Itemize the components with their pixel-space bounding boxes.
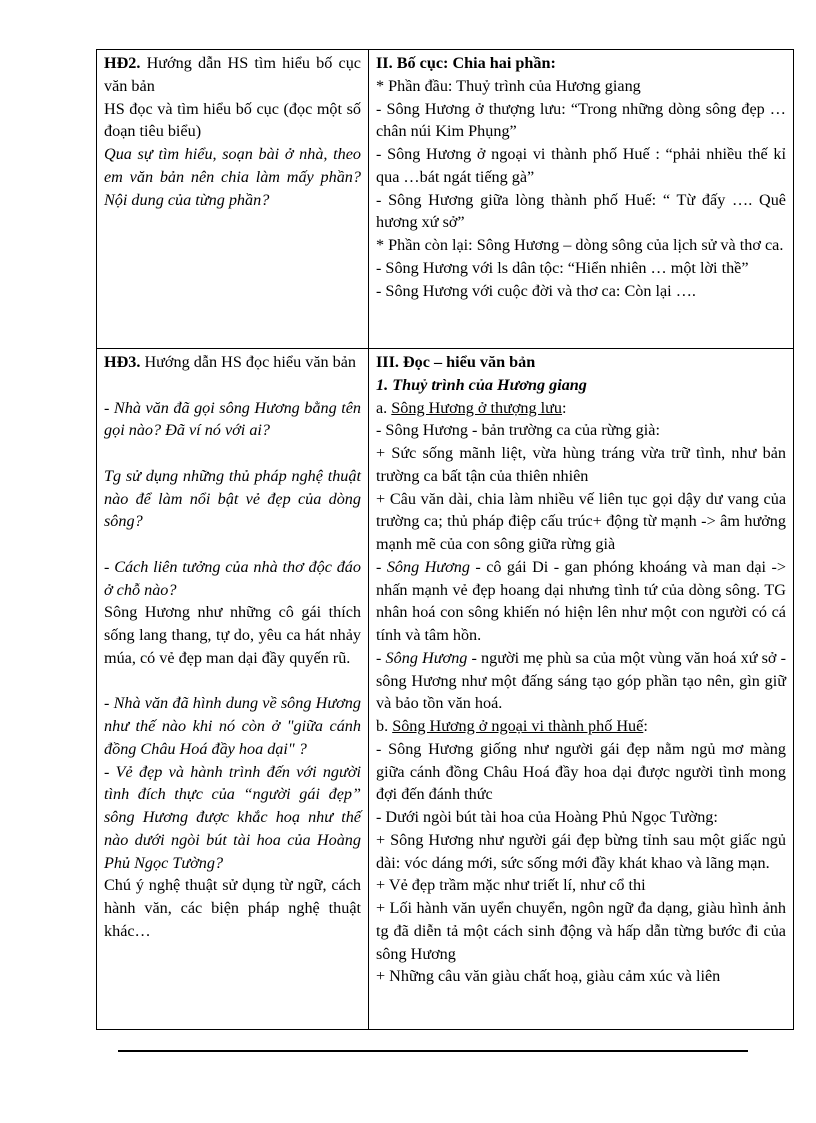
spacer (104, 374, 361, 397)
activity-title: HĐ3. Hướng dẫn HS đọc hiểu văn bản (104, 353, 357, 371)
content-line: + Vẻ đẹp trầm mặc như triết lí, như cổ thi (376, 876, 646, 895)
content-line: - Sông Hương giống như người gái đẹp nằm ngủ mơ màng giữa cánh đồng Châu Hoá đầy hoa dại được người tình mong đợi đến đánh thức (376, 739, 786, 804)
content-line: - Sông Hương ở ngoại vi thành phố Huế : “phải nhiều thế kỉ qua …bát ngát tiếng gà” (376, 145, 786, 186)
spacer (104, 533, 361, 556)
content-line: - Sông Hương với cuộc đời và thơ ca: Còn lại …. (376, 281, 696, 300)
content-line: * Phần còn lại: Sông Hương – dòng sông của lịch sử và thơ ca. (376, 236, 784, 254)
content-cell-reading (369, 349, 794, 1030)
point-heading-a: a. Sông Hương ở thượng lưu: (376, 398, 567, 417)
content-line: - Sông Hương - bản trường ca của rừng già: (376, 421, 660, 440)
point-heading-b: b. Sông Hương ở ngoại vi thành phố Huế: (376, 717, 648, 735)
activity-question: Qua sự tìm hiểu, soạn bài ở nhà, theo em văn bản nên chia làm mấy phần? Nội dung của từng phần? (104, 145, 361, 209)
content-line: + Sức sống mãnh liệt, vừa hùng tráng vừa trữ tình, như bản trường ca bất tận của thiên nhiên (376, 444, 786, 485)
spacer (104, 442, 361, 465)
content-line: * Phần đầu: Thuỷ trình của Hương giang (376, 76, 641, 95)
footer-divider (118, 1050, 748, 1052)
content-line: + Sông Hương như người gái đẹp bừng tỉnh sau một giấc ngủ dài: vóc dáng mới, sức sống mới đầy khát khao và lãng mạn. (376, 830, 786, 872)
content-line: - Sông Hương - người mẹ phù sa của một vùng văn hoá xứ sở - sông Hương như một đấng sáng tạo góp phần tạo nên, gìn giữ và bảo tồn văn hoá. (376, 648, 786, 713)
content-line: + Lối hành văn uyển chuyển, ngôn ngữ đa dạng, giàu hình ảnh tg đã diễn tả một cách sinh động và hấp dẫn từng bước đi của sông Hương (376, 899, 786, 963)
spacer (104, 670, 361, 693)
table-row (97, 349, 794, 1030)
content-line: - Sông Hương giữa lòng thành phố Huế: “ Từ đấy …. Quê hương xứ sở” (376, 190, 786, 232)
lesson-table (96, 49, 794, 1030)
content-line: - Dưới ngòi bút tài hoa của Hoàng Phủ Ngọc Tường: (376, 808, 718, 826)
activity-note: Sông Hương như những cô gái thích sống lang thang, tự do, yêu ca hát nhảy múa, có vẻ đẹp man dại đầy quyến rũ. (104, 603, 361, 667)
section-heading: III. Đọc – hiểu văn bản (376, 353, 536, 371)
content-cell-structure (369, 50, 794, 349)
activity-question: - Nhà văn đã gọi sông Hương bằng tên gọi nào? Đã ví nó với ai? (104, 398, 361, 440)
activity-instruction: HS đọc và tìm hiểu bố cục (đọc một số đoạn tiêu biểu) (104, 99, 361, 141)
content-line: - Sông Hương ở thượng lưu: “Trong những dòng sông đẹp … chân núi Kim Phụng” (376, 99, 786, 141)
content-line: - Sông Hương - cô gái Di - gan phóng khoáng và man dại -> nhấn mạnh vẻ đẹp hoang dại nhưng tình tứ của dòng sông. TG nhân hoá con sông khiến nó hiện lên như một con người có cá tính và tâm hồn. (376, 557, 786, 644)
activity-question: Tg sử dụng những thủ pháp nghệ thuật nào để làm nổi bật vẻ đẹp của dòng sông? (104, 466, 361, 531)
activity-question: - Vẻ đẹp và hành trình đến với người tình đích thực của “người gái đẹp” sông Hương được khắc hoạ như thế nào dưới ngòi bút tài hoa của Hoàng Phủ Ngọc Tường? (104, 762, 361, 872)
subsection-heading: 1. Thuỷ trình của Hương giang (376, 375, 587, 394)
content-line: - Sông Hương với ls dân tộc: “Hiển nhiên … một lời thề” (376, 258, 749, 277)
content-line: + Những câu văn giàu chất hoạ, giàu cảm xúc và liên (376, 967, 721, 986)
activity-cell-hd3 (97, 349, 369, 1030)
content-line: + Câu văn dài, chia làm nhiều vế liên tục gọi dậy dư vang của trường ca; thủ pháp điệp cấu trúc+ động từ mạnh -> âm hưởng mạnh mẽ của con sông giữa rừng già (376, 489, 786, 553)
activity-question: - Cách liên tưởng của nhà thơ độc đáo ở chỗ nào? (104, 557, 361, 599)
table-row (97, 50, 794, 349)
activity-title: HĐ2. Hướng dẫn HS tìm hiểu bố cục văn bản (104, 54, 361, 95)
activity-note: Chú ý nghệ thuật sử dụng từ ngữ, cách hành văn, các biện pháp nghệ thuật khác… (104, 876, 361, 940)
section-heading: II. Bố cục: Chia hai phần: (376, 54, 556, 72)
activity-cell-hd2 (97, 50, 369, 349)
activity-question: - Nhà văn đã hình dung về sông Hương như thế nào khi nó còn ở "giữa cánh đồng Châu Hoá đầy hoa dại" ? (104, 694, 361, 758)
